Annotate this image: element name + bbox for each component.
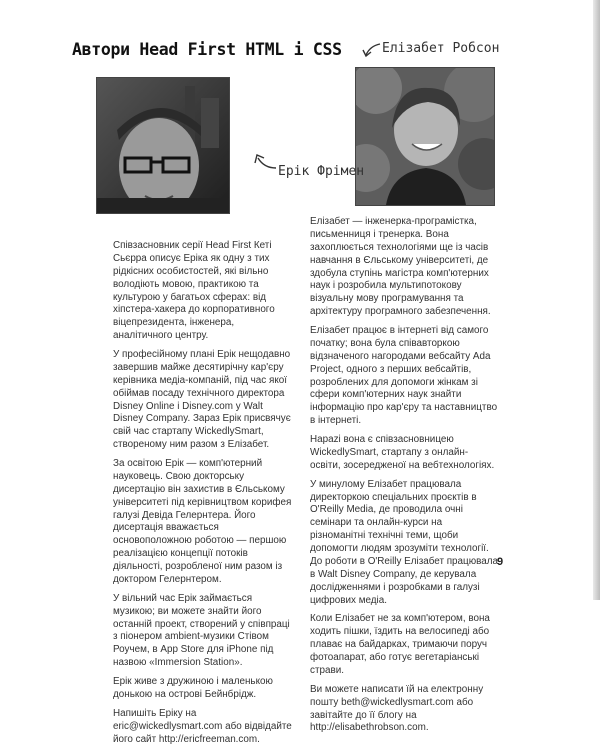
freeman-caption-arrow-icon: [252, 150, 278, 174]
elisabeth-biography-column: [310, 216, 498, 741]
eric-bio-paragraph: Ерік живе з дружиною і маленькою донькою на острові Бейнбрідж.: [113, 676, 273, 700]
eric-bio-paragraph: Співзасновник серії Head First Кеті Сьєрра описує Еріка як одну з тих рідкісних особистостей, які вільно володіють мовою, практикою та культурою у багатьох сферах: від хіпстера-хакера до корпоративного віцепрезидента, інженера, аналітичного центру.: [113, 240, 275, 342]
elisabeth-robson-photo: [355, 67, 495, 206]
page-number: 9: [497, 556, 504, 568]
eric-bio-paragraph: У професійному плані Ерік нещодавно завершив майже десятирічну кар'єру керівника медіа-компаній, під час якої обіймав посаду технічного директора Disney Online і Disney.com у Walt Disney Company. Зараз Ерік присвячує свій час стартапу WickedlySmart, створеному ним разом з Елізабет.: [113, 349, 291, 451]
elisabeth-bio-paragraph: Нарazі вона є співзасновницею WickedlySmart, стартапу з онлайн-освіти, зосередженої на вебтехнологіях.: [310, 434, 495, 471]
elisabeth-bio-paragraph: Елізабет — інженерка-програмістка, письменниця і тренерка. Вона захоплюється технологіями ще із часів навчання в Єльському університеті, де здобула ступінь магістра комп'ютерних наук і розробила мультипотокову візуальну мову програмування та архітектуру програмного забезпечення.: [310, 216, 491, 318]
eric-freeman-photo: [96, 77, 230, 214]
eric-bio-paragraph: За освітою Ерік — комп'ютерний науковець. Свою докторську дисертацію він захистив в Єльському університеті під керівництвом корифея галузі Девіда Гелернтера. Його дисертація вважається основоположною роботою — першою реалізацією концепції потоків діяльності, розробленої ним разом із доктором Гелернтером.: [113, 458, 292, 585]
robson-caption-arrow-icon: [360, 40, 382, 60]
elisabeth-bio-paragraph: Ви можете написати їй на електронну пошту beth@wickedlysmart.com або завітайте до її блогу на http://elisabethrobson.com.: [310, 683, 484, 734]
freeman-caption: Ерік Фрімен: [278, 164, 365, 179]
eric-bio-paragraph: Напишіть Еріку на eric@wickedlysmart.com або відвідайте його сайт http://ericfreeman.com.: [113, 707, 292, 745]
page-edge: [593, 0, 600, 600]
eric-biography-column: [113, 240, 293, 752]
page-heading: Автори Head First HTML і CSS: [72, 40, 342, 59]
elisabeth-bio-paragraph: Елізабет працює в інтернеті від самого початку; вона була співавторкою відзначеного нагородами вебсайту Ada Project, одного з перших вебсайтів, розроблених для допомоги жінкам зі сфери комп'ютерних наук знайти інформацію про кар'єру та наставництво в інтернеті.: [310, 325, 498, 427]
robson-caption: Елізабет Робсон: [382, 41, 500, 56]
elisabeth-bio-paragraph: У минулому Елізабет працювала директоркою спеціальних проєктів в O'Reilly Media, де проводила очні семінари та онлайн-курси на різноманітні технічні теми, щоби допомогти людям зрозуміти технології. До роботи в O'Reilly Елізабет працювала в Walt Disney Company, де керувала дослідженнями і розробками в галузі цифрових медіа.: [310, 478, 498, 606]
elisabeth-bio-paragraph: Коли Елізабет не за комп'ютером, вона ходить пішки, їздить на велосипеді або плаває на байдарках, тримаючи поруч фотоапарат, або готує вегетаріанські страви.: [310, 613, 490, 676]
eric-bio-paragraph: У вільний час Ерік займається музикою; ви можете знайти його останній проект, створений у співпраці з піонером ambient-музики Стівом Роучем, в App Store для iPhone під назвою «Immersion Station».: [113, 592, 290, 669]
